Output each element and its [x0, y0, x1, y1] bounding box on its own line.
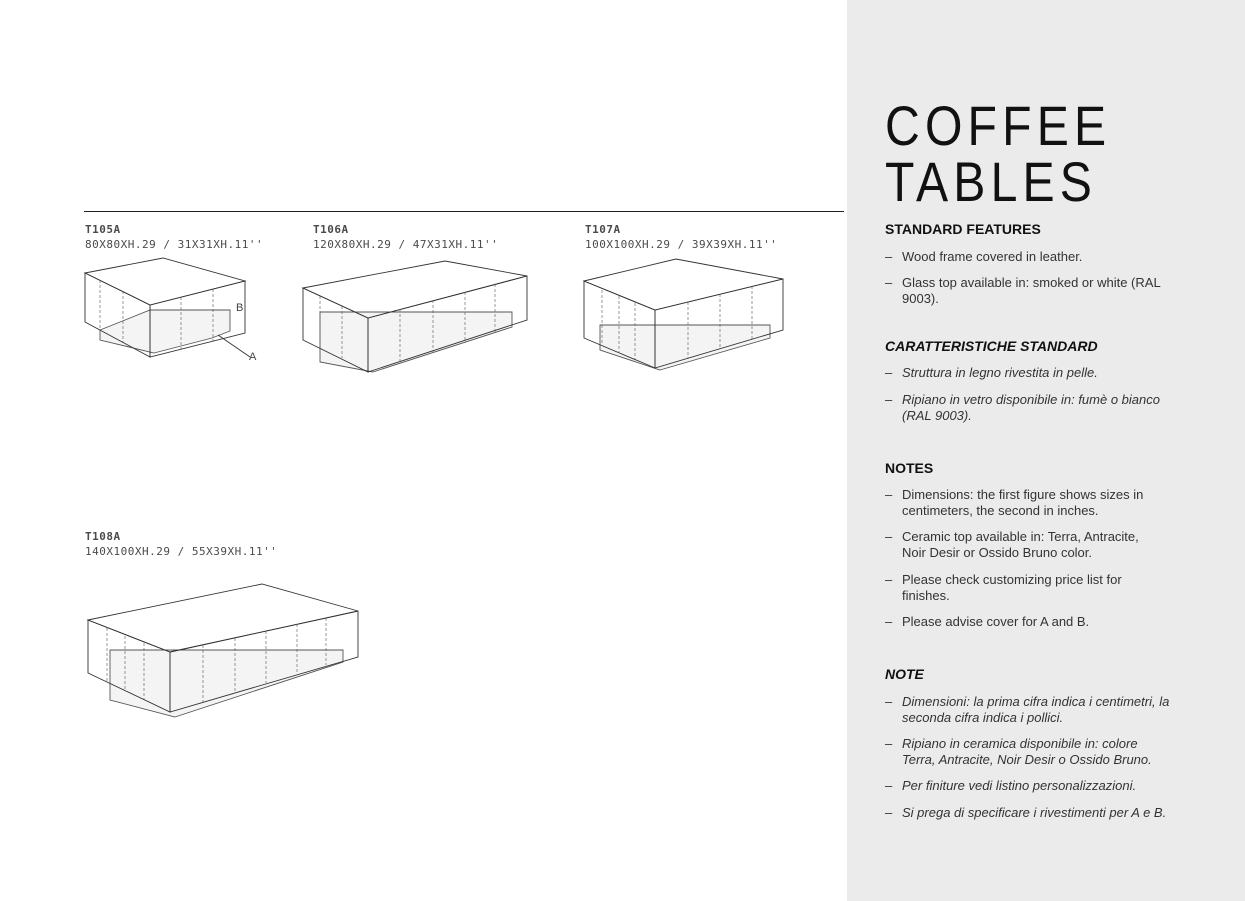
dash-mark: – [885, 365, 893, 380]
list-item [885, 572, 1147, 604]
item-text: Ceramic top available in: Terra, Antracite, Noir Desir or Ossido Bruno color. [902, 529, 1139, 560]
product-code-t105a: T105A [85, 223, 121, 236]
list-item [885, 614, 1185, 630]
dash-mark: – [885, 529, 893, 544]
dash-mark: – [885, 249, 893, 264]
product-dims-t105a: 80X80XH.29 / 31X31XH.11'' [85, 238, 264, 251]
heading-caratteristiche-standard: CARATTERISTICHE STANDARD [885, 338, 1098, 354]
dash-mark: – [885, 805, 893, 820]
heading-note: NOTE [885, 666, 924, 682]
title-line-2: TABLES [885, 150, 1098, 213]
item-text: Ripiano in vetro disponibile in: fumè o bianco (RAL 9003). [902, 392, 1160, 423]
list-item [885, 249, 1185, 265]
item-text: Ripiano in ceramica disponibile in: colore Terra, Antracite, Noir Desir o Ossido Bruno. [902, 736, 1152, 767]
callout-a: A [249, 351, 257, 363]
item-text: Glass top available in: smoked or white (RAL 9003). [902, 275, 1161, 306]
title-line-1: COFFEE [885, 94, 1112, 157]
product-dims-t106a: 120X80XH.29 / 47X31XH.11'' [313, 238, 499, 251]
item-text: Dimensions: the first figure shows sizes in centimeters, the second in inches. [902, 487, 1144, 518]
item-text: Dimensioni: la prima cifra indica i centimetri, la seconda cifra indica i pollici. [902, 694, 1170, 725]
item-text: Please check customizing price list for finishes. [902, 572, 1122, 603]
dash-mark: – [885, 694, 893, 709]
table-drawing-t108a [0, 0, 1, 1]
item-text: Si prega di specificare i rivestimenti per A e B. [902, 805, 1167, 820]
dash-mark: – [885, 275, 893, 290]
product-code-t108a: T108A [85, 530, 121, 543]
list-item [885, 778, 1185, 794]
item-text: Per finiture vedi listino personalizzazioni. [902, 778, 1137, 793]
dash-mark: – [885, 736, 893, 751]
dash-mark: – [885, 487, 893, 502]
dash-mark: – [885, 392, 893, 407]
dash-mark: – [885, 572, 893, 587]
dash-mark: – [885, 778, 893, 793]
page-title [885, 94, 1112, 213]
item-text: Wood frame covered in leather. [902, 249, 1083, 264]
dash-mark: – [885, 614, 893, 629]
item-text: Please advise cover for A and B. [902, 614, 1090, 629]
item-text: Struttura in legno rivestita in pelle. [902, 365, 1098, 380]
list-item [885, 487, 1155, 519]
product-dims-t108a: 140X100XH.29 / 55X39XH.11'' [85, 545, 278, 558]
callout-b: B [236, 302, 244, 314]
product-code-t106a: T106A [313, 223, 349, 236]
list-item [885, 694, 1170, 726]
list-item [885, 365, 1185, 381]
heading-notes: NOTES [885, 460, 934, 476]
list-item [885, 392, 1170, 424]
heading-standard-features: STANDARD FEATURES [885, 221, 1041, 237]
product-dims-t107a: 100X100XH.29 / 39X39XH.11'' [585, 238, 778, 251]
list-item [885, 529, 1155, 561]
list-item [885, 805, 1195, 821]
list-item [885, 275, 1170, 307]
list-item [885, 736, 1170, 768]
section-divider [84, 211, 844, 212]
product-code-t107a: T107A [585, 223, 621, 236]
